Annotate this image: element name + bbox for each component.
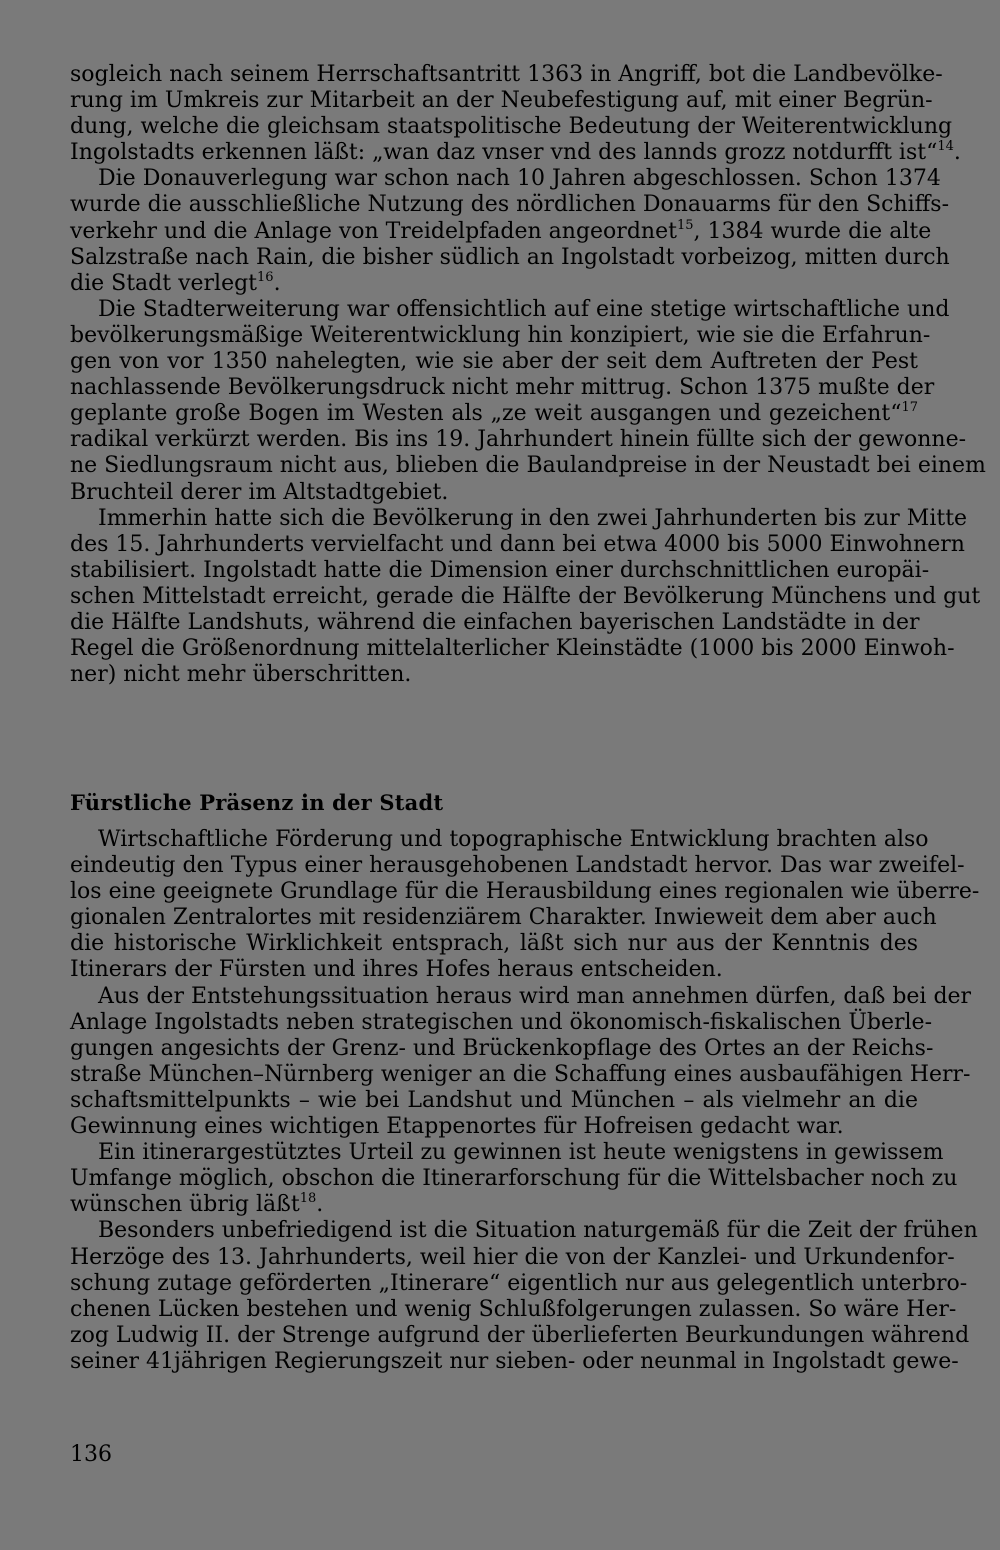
text-line: Anlage Ingolstadts neben strategischen und ökonomisch-fiskalischen Überle-: [70, 1009, 932, 1035]
text-line: die Stadt verlegt$^{16}$.: [70, 269, 281, 296]
text-line: bevölkerungsmäßige Weiterentwicklung hin konzipiert, wie sie die Erfahrun-: [70, 322, 931, 348]
text-line: radikal verkürzt werden. Bis ins 19. Jahrhundert hinein füllte sich der gewonne-: [70, 427, 967, 453]
text-line: die Hälfte Landshuts, während die einfachen bayerischen Landstädte in der: [70, 609, 920, 635]
text-line: Die Donauverlegung war schon nach 10 Jahren abgeschlossen. Schon 1374: [98, 166, 941, 192]
text-line: Immerhin hatte sich die Bevölkerung in den zwei Jahrhunderten bis zur Mitte: [98, 505, 968, 531]
text-line: sogleich nach seinem Herrschaftsantritt 1363 in Angriff, bot die Landbevölke-: [70, 62, 943, 87]
text-line: ner) nicht mehr überschritten.: [70, 662, 412, 688]
text-line: Regel die Größenordnung mittelalterlicher Kleinstädte (1000 bis 2000 Einwoh-: [70, 636, 955, 662]
paragraph: [70, 1140, 958, 1218]
text-line: schen Mittelstadt erreicht, gerade die Hälfte der Bevölkerung Münchens und gut: [70, 583, 981, 609]
text-line: Itinerars der Fürsten und ihres Hofes heraus entscheiden.: [70, 957, 723, 983]
text-line: schung zutage geförderten „Itinerare“ eigentlich nur aus gelegentlich unterbro-: [70, 1270, 968, 1296]
text-line: verkehr und die Anlage von Treidelpfaden angeordnet$^{15}$, 1384 wurde die alte: [70, 217, 932, 244]
text-block-lower: [70, 827, 980, 1375]
paragraph: [70, 505, 981, 689]
text-line: eindeutig den Typus einer herausgehobenen Landstadt hervor. Das war zweifel-: [70, 853, 965, 879]
text-line: gionalen Zentralortes mit residenziärem Charakter. Inwieweit dem aber auch: [70, 905, 937, 931]
text-line: stabilisiert. Ingolstadt hatte die Dimension einer durchschnittlichen europäi-: [70, 557, 930, 583]
text-line: dung, welche die gleichsam staatspolitische Bedeutung der Weiterentwicklung: [70, 114, 953, 140]
text-line: Salzstraße nach Rain, die bisher südlich an Ingolstadt vorbeizog, mitten durch: [70, 244, 950, 270]
footnote-marker: 15: [676, 217, 694, 233]
text-line: Gewinnung eines wichtigen Etappenortes für Hofreisen gedacht war.: [70, 1114, 844, 1140]
text-line: Ingolstadts erkennen läßt: „wan daz vnser vnd des lannds grozz notdurfft ist“$^{14}$.: [70, 139, 961, 166]
paragraph: [70, 1218, 978, 1375]
book-page: [70, 62, 986, 1502]
footnote-marker: 14: [937, 139, 954, 155]
paragraph: [70, 827, 980, 984]
text-line: gungen angesichts der Grenz- und Brückenkopflage des Ortes an der Reichs-: [70, 1035, 934, 1061]
text-line: Wirtschaftliche Förderung und topographische Entwicklung brachten also: [98, 827, 929, 852]
text-line: gen von vor 1350 nahelegten, wie sie aber der seit dem Auftreten der Pest: [70, 349, 918, 375]
text-line: ne Siedlungsraum nicht aus, blieben die Baulandpreise in der Neustadt bei einem: [70, 453, 986, 479]
text-line: seiner 41jährigen Regierungszeit nur sieben- oder neunmal in Ingolstadt gewe-: [70, 1348, 959, 1374]
page-number: 136: [70, 1442, 112, 1467]
text-line: geplante große Bogen im Westen als „ze weit ausgangen und gezeichent“$^{17}$: [70, 400, 918, 427]
text-line: Umfange möglich, obschon die Itinerarforschung für die Wittelsbacher noch zu: [70, 1166, 958, 1192]
text-line: wurde die ausschließliche Nutzung des nördlichen Donauarms für den Schiffs-: [70, 192, 950, 218]
text-line: Ein itinerargestütztes Urteil zu gewinnen ist heute wenigstens in gewissem: [98, 1140, 944, 1166]
text-line: rung im Umkreis zur Mitarbeit an der Neubefestigung auf, mit einer Begrün-: [70, 88, 933, 114]
text-line: Besonders unbefriedigend ist die Situation naturgemäß für die Zeit der frühen: [98, 1218, 978, 1244]
text-line: Bruchteil derer im Altstadtgebiet.: [70, 479, 449, 505]
text-line: die historische Wirklichkeit entsprach, läßt sich nur aus der Kenntnis des: [70, 931, 918, 957]
text-block-upper: [70, 62, 986, 688]
text-line: nachlassende Bevölkerungsdruck nicht mehr mittrug. Schon 1375 mußte der: [70, 375, 935, 401]
text-line: des 15. Jahrhunderts vervielfacht und dann bei etwa 4000 bis 5000 Einwohnern: [70, 531, 965, 557]
text-line: zog Ludwig II. der Strenge aufgrund der überlieferten Beurkundungen während: [70, 1322, 970, 1348]
text-line: Aus der Entstehungssituation heraus wird man annehmen dürfen, daß bei der: [98, 983, 972, 1009]
text-line: chenen Lücken bestehen und wenig Schlußfolgerungen zulassen. So wäre Her-: [70, 1296, 957, 1322]
footnote-marker: 17: [901, 400, 918, 416]
paragraph: [70, 62, 961, 166]
text-line: Die Stadterweiterung war offensichtlich auf eine stetige wirtschaftliche und: [98, 296, 950, 322]
paragraph: [70, 296, 986, 506]
text-line: los eine geeignete Grundlage für die Herausbildung eines regionalen wie überre-: [70, 879, 980, 905]
text-line: schaftsmittelpunkts – wie bei Landshut und München – als vielmehr an die: [70, 1087, 918, 1113]
paragraph: [70, 983, 972, 1141]
footnote-marker: 18: [299, 1191, 317, 1207]
section-heading: Fürstliche Präsenz in der Stadt: [70, 790, 444, 815]
footnote-marker: 16: [257, 269, 274, 285]
text-line: Herzöge des 13. Jahrhunderts, weil hier die von der Kanzlei- und Urkundenfor-: [70, 1244, 955, 1270]
paragraph: [70, 166, 950, 296]
text-line: wünschen übrig läßt$^{18}$.: [70, 1191, 324, 1218]
text-line: straße München–Nürnberg weniger an die Schaffung eines ausbaufähigen Herr-: [70, 1061, 971, 1087]
